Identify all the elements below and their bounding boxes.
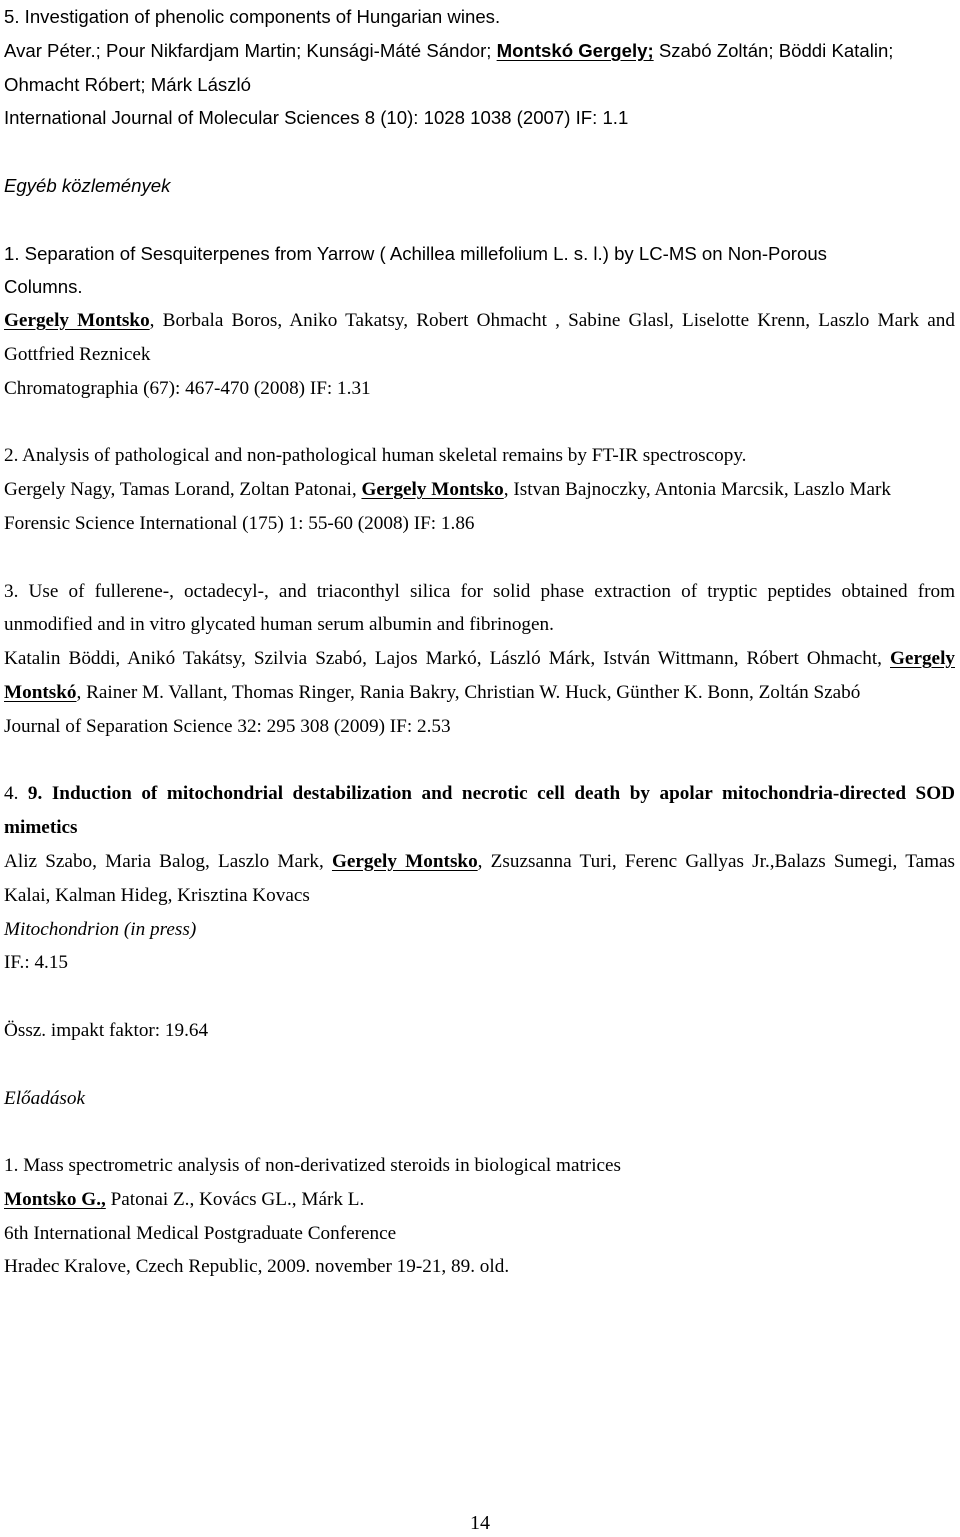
publication-title: 5. Investigation of phenolic components of Hungarian wines. <box>4 6 501 27</box>
highlighted-author: Gergely Montskó <box>4 648 955 703</box>
highlighted-author: Montskó Gergely; <box>496 39 654 61</box>
publication-entry-5 <box>4 0 955 135</box>
publication-entry-2 <box>4 439 955 540</box>
page-number: 14 <box>470 1512 490 1534</box>
presentation-title: 1. Mass spectrometric analysis of non-derivatized steroids in biological matrices <box>4 1155 622 1177</box>
presentation-authors <box>4 1183 955 1217</box>
highlighted-author: Gergely Montsko <box>331 850 478 872</box>
authors-text: , Istvan Bajnoczky, Antonia Marcsik, Laszlo Mark <box>503 479 891 501</box>
publication-authors <box>4 473 955 507</box>
publication-journal: International Journal of Molecular Sciences 8 (10): 1028 1038 (2007) IF: 1.1 <box>4 107 629 129</box>
publication-journal: Journal of Separation Science 32: 295 308 (2009) IF: 2.53 <box>4 715 451 737</box>
authors-text: Aliz Szabo, Maria Balog, Laszlo Mark, <box>4 850 332 872</box>
publication-title: 1. Separation of Sesquiterpenes from Yarrow ( Achillea millefolium L. s. l.) by LC-MS on Non-Porous <box>4 242 827 264</box>
publication-title: 2. Analysis of pathological and non-pathological human skeletal remains by FT-IR spectroscopy. <box>4 445 747 467</box>
publication-authors <box>4 34 955 68</box>
authors-text: , Zsuzsanna Turi, Ferenc Gallyas Jr.,Balazs Sumegi, Tamas Kalai, Kalman Hideg, Krisztina Kovacs <box>4 850 955 906</box>
publication-number: 4. <box>4 783 28 805</box>
publication-authors <box>4 845 955 913</box>
authors-text: Avar Péter.; Pour Nikfardjam Martin; Kunsági-Máté Sándor; <box>4 39 497 61</box>
presentation-entry-1 <box>4 1149 955 1284</box>
publication-entry-3 <box>4 575 955 744</box>
publication-journal: Chromatographia (67): 467-470 (2008) IF: 1.31 <box>4 377 371 399</box>
publication-journal: Forensic Science International (175) 1: 55-60 (2008) IF: 1.86 <box>4 512 475 534</box>
authors-text: Katalin Böddi, Anikó Takátsy, Szilvia Szabó, Lajos Markó, László Márk, István Wittmann, Róbert Ohmacht, <box>4 648 890 670</box>
presentation-event: 6th International Medical Postgraduate Conference <box>4 1222 397 1244</box>
document-page <box>4 0 955 1284</box>
authors-text: , Borbala Boros, Aniko Takatsy, Robert Ohmacht , Sabine Glasl, Liselotte Krenn, Laszlo Mark and Gottfried Reznicek <box>4 310 955 365</box>
highlighted-author: Gergely Montsko <box>4 310 150 332</box>
authors-text: Patonai Z., Kovács GL., Márk L. <box>105 1188 365 1210</box>
publication-authors <box>4 304 955 372</box>
section-heading-other-publications: Egyéb közlemények <box>4 174 171 196</box>
section-heading-presentations: Előadások <box>4 1087 86 1109</box>
publication-impact-factor: IF.: 4.15 <box>4 952 69 974</box>
publication-journal: Mitochondrion (in press) <box>4 918 197 940</box>
total-impact-factor: Össz. impakt faktor: 19.64 <box>4 1019 209 1041</box>
authors-text: Szabó Zoltán; Böddi Katalin; <box>653 39 894 61</box>
publication-entry-4 <box>4 777 955 980</box>
publication-entry-1 <box>4 237 955 406</box>
publication-title: 3. Use of fullerene-, octadecyl-, and triaconthyl silica for solid phase extraction of tryptic peptides obtained from unmodified and in vitro glycated human serum albumin and fibrinogen. <box>4 580 955 636</box>
publication-title <box>4 777 955 845</box>
publication-title-bold: 9. Induction of mitochondrial destabilization and necrotic cell death by apolar mitochondria-directed SOD mimetics <box>4 783 956 839</box>
authors-text: Gergely Nagy, Tamas Lorand, Zoltan Patonai, <box>4 479 362 501</box>
authors-text: , Rainer M. Vallant, Thomas Ringer, Rania Bakry, Christian W. Huck, Günther K. Bonn, Zoltán Szabó <box>76 681 861 703</box>
highlighted-author: Montsko G., <box>4 1188 106 1210</box>
presentation-place-date: Hradec Kralove, Czech Republic, 2009. november 19-21, 89. old. <box>4 1256 510 1278</box>
publication-authors-continued: Ohmacht Róbert; Márk László <box>4 73 251 95</box>
publication-authors <box>4 642 955 710</box>
publication-title-continued: Columns. <box>4 276 83 298</box>
highlighted-author: Gergely Montsko <box>361 479 504 501</box>
